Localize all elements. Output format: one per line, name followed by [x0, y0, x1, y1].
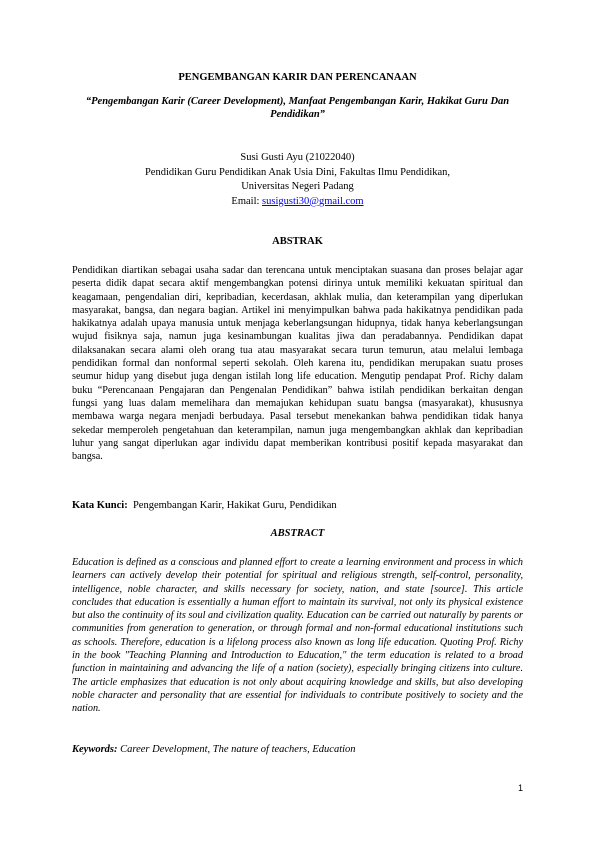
keywords-line: [72, 744, 523, 755]
paper-title: PENGEMBANGAN KARIR DAN PERENCANAAN: [178, 72, 417, 83]
author-email-line: [72, 195, 523, 210]
keywords-label: Keywords:: [72, 744, 118, 755]
abstract-heading: ABSTRACT: [270, 528, 325, 539]
paper-subtitle: “Pengembangan Karir (Career Development), Manfaat Pengembangan Karir, Hakikat Guru Dan Pendidikan”: [85, 96, 510, 120]
author-university: Universitas Negeri Padang: [241, 181, 354, 192]
email-link[interactable]: susigusti30@gmail.com: [262, 195, 364, 207]
abstract-body: Education is defined as a conscious and planned effort to create a learning environment and process in which learners can actively develop their potential for spiritual and religious strength, self-control, personality, intelligence, noble character, and skills necessary for society, nation, and state [source]. This article concludes that education is essentially a human effort to maintain its survival, not only its physical existence but also the continuity of its soul and civilization quality. Education can be carried out naturally by parents or communities from generation to generation, or through formal and non-formal educational institutions such as schools. Therefore, education is a lifelong process also known as long life education. Quoting Prof. Richy in the book "Teaching Planning and Introduction to Education," the term education is related to a broad function in maintaining and advancing the life of a nation (society), especially bringing citizens into culture. The article emphasizes that education is not only about acquiring knowledge and skills, but also developing noble character and personality that are essential for individuals to contribute positively to society and the nation.: [72, 557, 523, 715]
keywords-text: Career Development, The nature of teachers, Education: [120, 744, 356, 755]
kata-kunci-line: [72, 500, 523, 511]
email-label: Email:: [231, 195, 263, 207]
author-affiliation: Pendidikan Guru Pendidikan Anak Usia Dini, Fakultas Ilmu Pendidikan,: [144, 166, 451, 178]
abstrak-body: Pendidikan diartikan sebagai usaha sadar dan terencana untuk menciptakan suasana dan proses belajar agar peserta didik dapat secara aktif mengembangkan potensi dirinya untuk memiliki kekuatan spiritual dan keagamaan, pengendalian diri, kepribadian, kecerdasan, akhlak mulia, dan keterampilan yang diperlukan masyarakat, bangsa, dan negara bagian. Artikel ini menyimpulkan bahwa pada hakikatnya pendidikan pada hakikatnya adalah upaya manusia untuk menjaga keberlangsungan hidupnya, tidak hanya keberlangsungan wujud fisiknya saja, namun juga kesinambungan kualitas jiwa dan peradabannya. Pendidikan dapat dilaksanakan secara alami oleh orang tua atau masyarakat secara turun temurun, atau melalui lembaga pendidikan formal dan nonformal seperti sekolah. Oleh karena itu, pendidikan merupakan suatu proses seumur hidup yang disebut juga dengan istilah long life education. Mengutip pendapat Prof. Richy dalam buku “Perencanaan Pengajaran dan Pengenalan Pendidikan” bahwa istilah pendidikan berkaitan dengan fungsi yang luas dalam memelihara dan memajukan kehidupan suatu bangsa (masyarakat), khususnya membawa warga negara menjadi berbudaya. Pasal tersebut menekankan bahwa pendidikan tidak hanya sekedar memperoleh pengetahuan dan keterampilan, namun juga mengembangkan akhlak dan kepribadian luhur yang sangat diperlukan agar individu dapat memberikan kontribusi positif kepada masyarakat dan bangsa.: [72, 265, 523, 463]
kata-kunci-text: Pengembangan Karir, Hakikat Guru, Pendidikan: [132, 500, 337, 511]
page-number: 1: [517, 783, 523, 793]
author-name: Susi Gusti Ayu (21022040): [240, 152, 355, 163]
kata-kunci-label: Kata Kunci:: [72, 500, 128, 511]
author-block: [72, 151, 523, 209]
abstrak-heading: ABSTRAK: [272, 236, 323, 247]
